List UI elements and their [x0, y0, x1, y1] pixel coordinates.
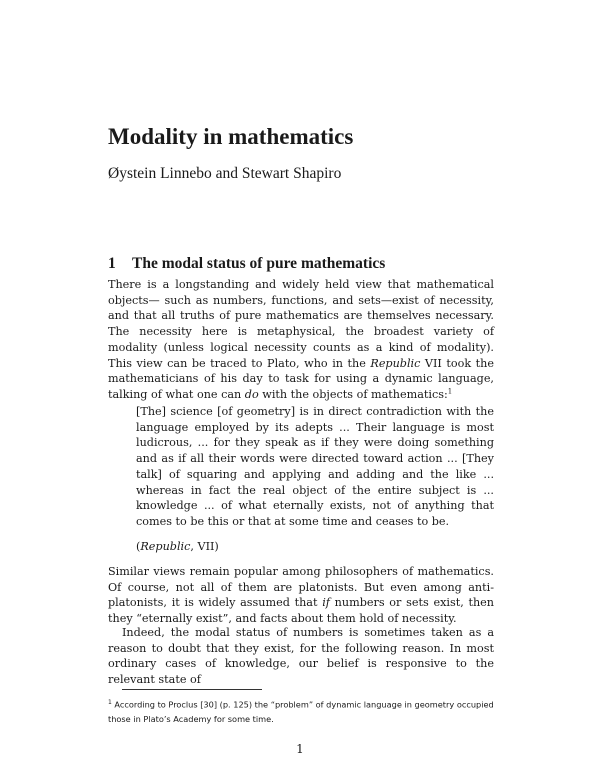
footnote: [108, 696, 494, 726]
quote-citation: [136, 540, 219, 553]
paragraph-3: Indeed, the modal status of numbers is sometimes taken as a reason to doubt that they exist, for the following reason. In most ordinary cases of knowledge, our belief is responsive to the relevant state of: [108, 626, 494, 687]
paragraph-1-text-a: There is a longstanding and widely held view that mathematical objects— such as numbers, functions, and sets—exist of necessity, and that all truths of pure mathematics are themselves necessary. The necessity here is metaphysical, the broadest variety of modality (unless logical necessity counts as a kind of modality). This view can be traced to Plato, who in the: [108, 278, 494, 370]
footnote-reference[interactable]: 1: [447, 387, 453, 396]
paragraph-1-do: do: [244, 387, 259, 401]
cite-rest: , VII): [190, 540, 219, 553]
paragraph-1-text-b: VII took the mathematicians of his day to task for using a dynamic language, talking of what one can: [108, 356, 494, 401]
footnote-rule: [122, 689, 262, 690]
paragraph-1: [108, 277, 494, 403]
footnote-text: According to Proclus [30] (p. 125) the “problem” of dynamic language in geometry occupied those in Plato’s Academy for some time.: [108, 699, 494, 724]
paragraph-2: [108, 564, 494, 627]
paragraph-2-text-b: numbers or sets exist, then they “eternally exist”, and facts about them hold of necessity.: [108, 596, 495, 626]
section-heading: [108, 255, 385, 273]
paragraph-1-republic: Republic: [370, 356, 421, 370]
authors: Øystein Linnebo and Stewart Shapiro: [108, 165, 342, 182]
footnote-mark: 1: [108, 699, 112, 706]
cite-open: (: [136, 540, 141, 553]
page-number: 1: [296, 742, 304, 756]
section-number: 1: [108, 255, 116, 272]
paragraph-2-text-a: Similar views remain popular among philosophers of mathematics. Of course, not all of them are platonists. But even among anti-platonists, it is widely assumed that: [108, 565, 494, 610]
block-quote: [The] science [of geometry] is in direct contradiction with the language employed by its adepts ... Their language is most ludicrous, ... for they speak as if they were doing something and as if all their words were directed toward action ... [They talk] of squaring and applying and adding and the like ... whereas in fact the real object of the entire subject is ... knowledge ... of what eternally exists, not of anything that comes to be this or that at some time and ceases to be.: [136, 405, 494, 528]
cite-work: Republic: [140, 540, 191, 553]
paragraph-2-if: if: [322, 596, 330, 610]
section-title: The modal status of pure mathematics: [132, 255, 386, 272]
paragraph-1-text-c: with the objects of mathematics:: [258, 387, 448, 401]
paper-title: Modality in mathematics: [108, 124, 354, 149]
